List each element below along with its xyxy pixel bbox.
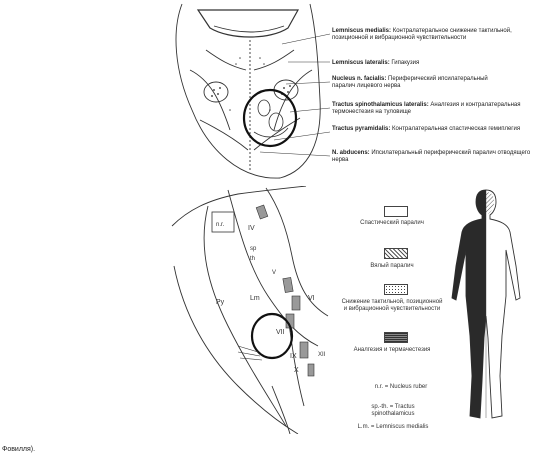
label-ix: IX [290,353,297,360]
annotation-term: Tractus pyramidalis: [332,126,391,132]
annotation-lemniscus-medialis [332,28,532,42]
legend [340,206,444,376]
annotation-term: Tractus spinothalamicus lateralis: [332,102,429,108]
brainstem-sagittal-diagram [168,186,340,434]
label-py: Py [216,299,225,306]
abbreviation-nr: n.r. = Nucleus ruber [374,384,428,390]
label-x: X [294,367,299,374]
annotation-n-abducens [332,150,532,164]
legend-label-spastic: Спастический паралич [360,220,424,226]
annotation-term: N. abducens: [332,150,370,156]
label-nr: n.r. [216,222,225,228]
legend-swatch-blank [384,206,408,217]
annotation-lemniscus-lateralis [332,60,532,67]
legend-label-analgesia: Аналгезия и термачестезия [353,347,431,353]
annotation-desc: Гипакузия [391,60,420,66]
figure-caption: Фовилля). [2,446,36,453]
legend-swatch-dense [384,332,408,343]
annotation-term: Lemniscus lateralis: [332,60,390,66]
legend-swatch-dots [384,284,408,295]
label-vii: VII [276,329,285,336]
label-iv: IV [248,225,255,232]
label-lm: Lm [250,295,260,302]
abbreviation-lm: L.m. = Lemniscus medialis [357,424,429,430]
annotation-desc: Периферический ипсилатеральный паралич лицевого нерва [332,76,488,89]
legend-label-flaccid: Вялый паралич [370,263,414,269]
annotation-tractus-spinothalamicus [332,102,536,116]
label-th: th [250,256,256,262]
label-sp: sp [250,246,257,252]
label-v: V [272,270,277,276]
label-xii: XII [318,352,326,358]
pons-cross-section [170,0,330,188]
annotation-desc: Ипсилатеральный периферический паралич отводящего нерва [332,150,531,163]
label-vi: VI [308,295,315,302]
annotation-term: Nucleus n. facialis: [332,76,387,82]
legend-swatch-hatch [384,248,408,259]
legend-label-sensitivity: Снижение тактильной, позиционной и вибрационной чувствительности [341,299,443,312]
annotation-nucleus-facialis [332,76,512,90]
annotation-term: Lemniscus medialis: [332,28,392,34]
annotation-desc: Аналгезия и контралатеральная термонестезия на туловище [332,102,521,115]
annotation-desc: Контралатеральная спастическая гемиплегия [392,126,521,132]
annotation-desc: Контралатеральное снижение тактильной, позиционной и вибрационной чувствительности [332,28,512,41]
sagittal-lesion-ellipse [252,314,292,358]
abbreviation-spth: sp.-th. = Tractus spinothalamicus [371,404,415,417]
human-body-figure [448,186,526,426]
annotation-tractus-pyramidalis [332,126,522,133]
